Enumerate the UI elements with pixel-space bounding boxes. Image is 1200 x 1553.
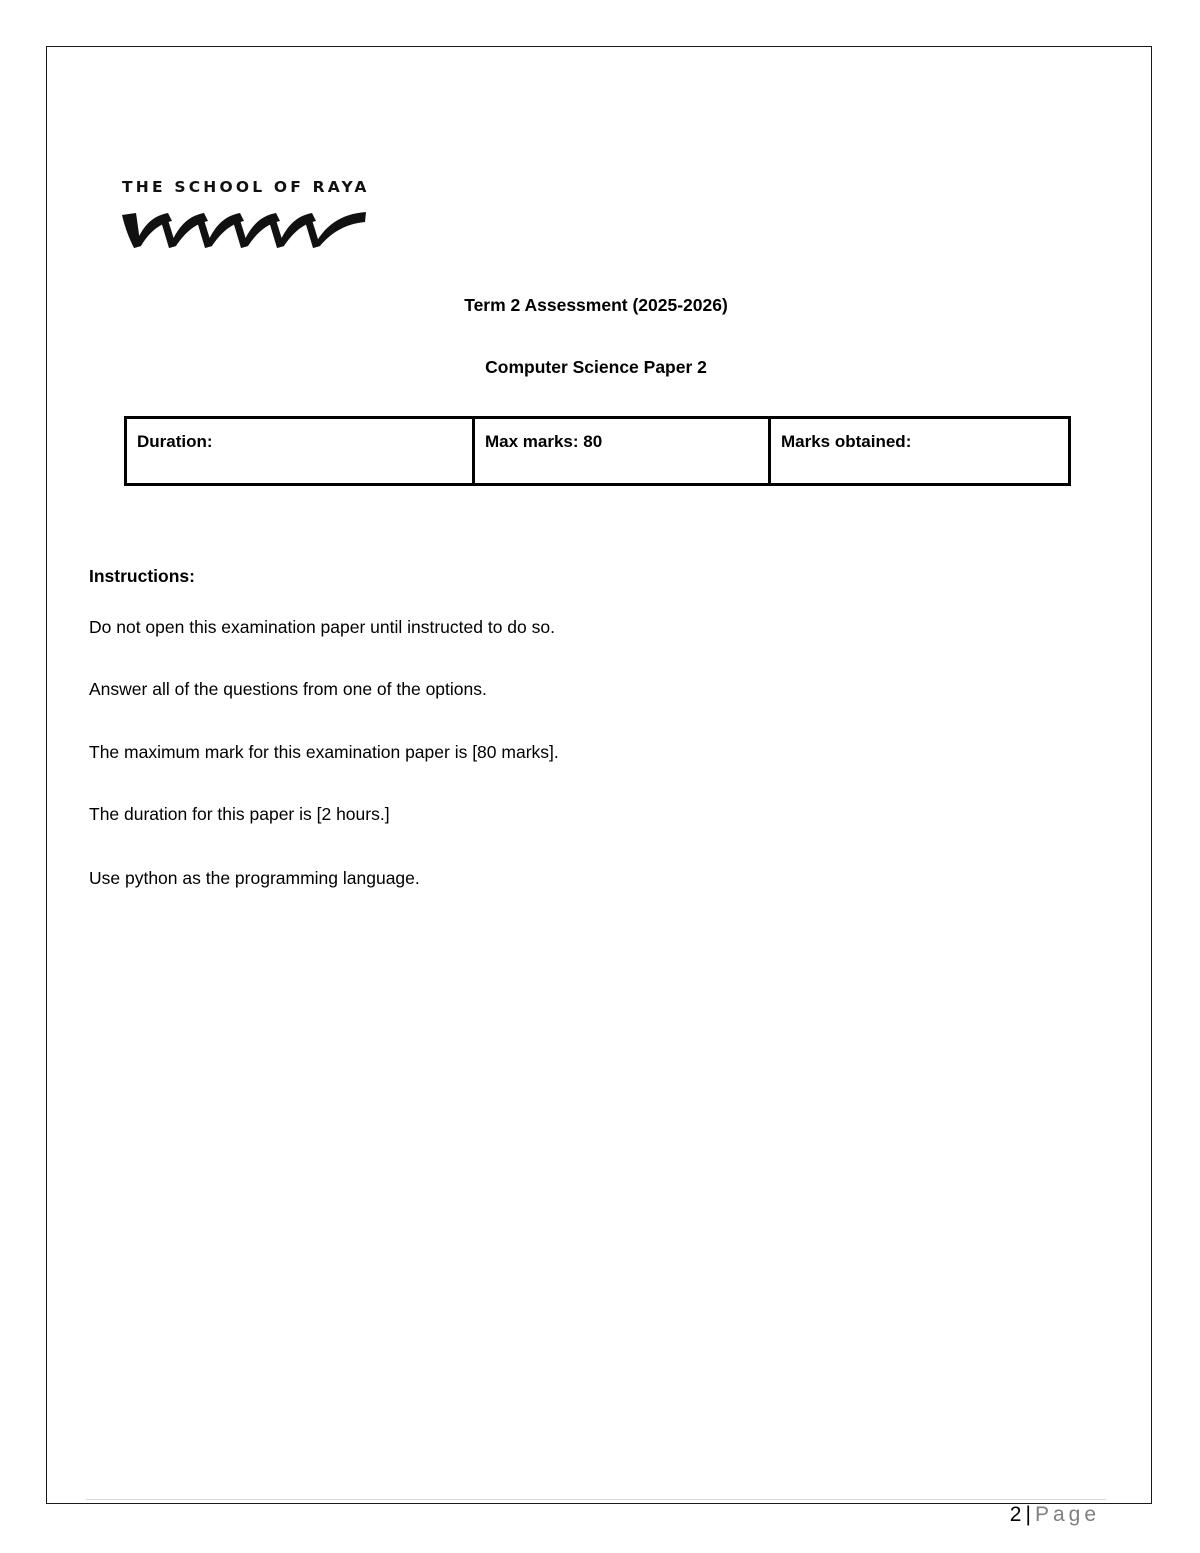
instruction-item: The maximum mark for this examination paper is [80 marks]. <box>89 742 559 762</box>
logo-text: THE SCHOOL OF RAYA <box>122 178 370 196</box>
page-number: 2 <box>1009 1503 1022 1526</box>
instruction-item: Answer all of the questions from one of the options. <box>89 679 487 699</box>
max-marks-cell: Max marks: 80 <box>474 418 770 485</box>
footer-separator: | <box>1025 1503 1031 1526</box>
paper-title: Computer Science Paper 2 <box>485 357 707 377</box>
instructions-heading: Instructions: <box>89 566 195 586</box>
footer-divider <box>86 1499 1106 1500</box>
table-row <box>126 418 1070 485</box>
instruction-item: The duration for this paper is [2 hours.] <box>89 804 390 824</box>
exam-info-table <box>124 416 1071 486</box>
instruction-item: Use python as the programming language. <box>89 868 420 888</box>
school-logo <box>122 178 372 258</box>
assessment-title: Term 2 Assessment (2025-2026) <box>464 295 728 315</box>
page-label: Page <box>1034 1503 1100 1526</box>
duration-cell: Duration: <box>126 418 474 485</box>
page-footer <box>1010 1503 1100 1527</box>
page-border <box>46 46 1152 1504</box>
instruction-item: Do not open this examination paper until instructed to do so. <box>89 617 555 637</box>
marks-obtained-cell: Marks obtained: <box>770 418 1070 485</box>
wave-mark-icon <box>122 210 366 250</box>
